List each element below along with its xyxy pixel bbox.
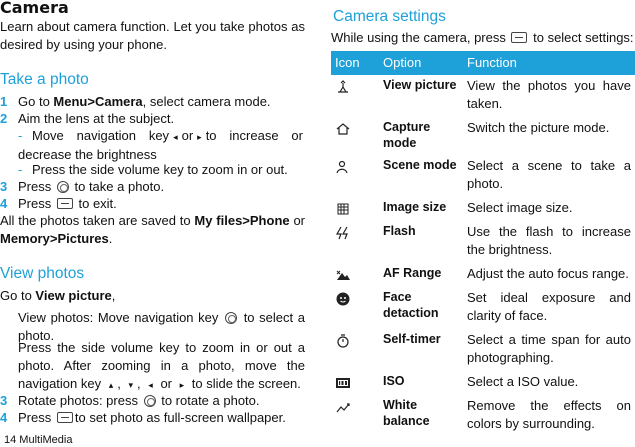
flash-icon xyxy=(335,225,351,241)
table-row xyxy=(331,395,635,437)
right-column xyxy=(331,0,635,447)
icon-cell xyxy=(331,197,379,221)
nav-down-icon: ▾ xyxy=(128,380,134,390)
softkey-icon xyxy=(511,32,527,43)
table-row xyxy=(331,371,635,395)
nav-right-icon: ▸ xyxy=(179,380,185,390)
icon-cell xyxy=(331,263,379,287)
nav-up-icon: ▴ xyxy=(108,380,114,390)
function-description: Select a scene to take a photo. xyxy=(467,158,631,191)
function-description: Select a ISO value. xyxy=(467,374,579,389)
option-label: ISO xyxy=(383,374,405,388)
view-picture-icon xyxy=(335,79,351,95)
af-range-icon xyxy=(335,267,351,283)
camera-settings-heading: Camera settings xyxy=(333,8,446,25)
table-header-row xyxy=(331,51,635,75)
view-photos-heading: View photos xyxy=(0,265,85,282)
step-4: 4 Press to exit. xyxy=(0,196,117,211)
scene-mode-icon xyxy=(335,159,351,175)
icon-cell xyxy=(331,155,379,197)
iso-icon xyxy=(335,375,351,391)
function-description: Switch the picture mode. xyxy=(467,120,610,135)
option-label: Scene mode xyxy=(383,158,457,172)
option-label: View picture xyxy=(383,78,457,92)
function-description: Use the flash to increase the brightness. xyxy=(467,224,631,257)
softkey-icon xyxy=(57,412,73,423)
option-label: Self-timer xyxy=(383,332,441,346)
sub-step-zoom: - Press the side volume key to zoom in or out. xyxy=(18,162,288,177)
table-row xyxy=(331,155,635,197)
icon-cell xyxy=(331,395,379,437)
icon-cell xyxy=(331,371,379,395)
function-description: Select a time span for auto photographing. xyxy=(467,332,631,365)
table-row xyxy=(331,197,635,221)
icon-cell xyxy=(331,287,379,329)
icon-cell xyxy=(331,329,379,371)
header-icon: Icon xyxy=(331,51,379,75)
view-step-1: View photos: Move navigation key to select a photo. xyxy=(18,310,305,343)
sub-step-brightness: - Move navigation key ◂ or ▸ to increase or decrease the brightness xyxy=(18,128,303,162)
view-goto: Go to View picture, xyxy=(0,288,116,303)
option-label: Image size xyxy=(383,200,447,214)
option-label: Capture mode xyxy=(383,120,431,150)
icon-cell xyxy=(331,75,379,117)
table-row xyxy=(331,221,635,263)
function-description: View the photos you have taken. xyxy=(467,78,631,111)
softkey-icon xyxy=(57,198,73,209)
nav-right-icon: ▸ xyxy=(197,132,202,142)
option-label: Face detaction xyxy=(383,290,439,320)
table-row xyxy=(331,117,635,155)
image-size-icon xyxy=(335,201,351,217)
header-function: Function xyxy=(463,51,635,75)
step-2: 2 Aim the lens at the subject. xyxy=(0,111,175,126)
table-row xyxy=(331,329,635,371)
face-detection-icon xyxy=(335,291,351,307)
nav-left-icon: ◂ xyxy=(148,380,153,390)
option-label: White balance xyxy=(383,398,430,428)
self-timer-icon xyxy=(335,333,351,349)
take-photo-heading: Take a photo xyxy=(0,71,89,88)
view-step-4: 4 Press to set photo as full-screen wallpaper. xyxy=(0,410,286,425)
white-balance-icon xyxy=(335,399,351,415)
left-column xyxy=(0,0,305,447)
icon-cell xyxy=(331,221,379,263)
page-title: Camera xyxy=(0,0,69,17)
table-row xyxy=(331,75,635,117)
ok-key-icon xyxy=(225,312,237,324)
function-description: Set ideal exposure and clarity of face. xyxy=(467,290,631,323)
step-1: 1 Go to Menu>Camera, select camera mode. xyxy=(0,94,271,109)
view-step-2: Press the side volume key to zoom in or out a photo. After zooming in a photo, move the navigation key ▴ , ▾ , ◂ or ▸ to slide the screen. xyxy=(18,340,305,391)
intro-paragraph: Learn about camera function. Let you take photos as desired by using your phone. xyxy=(0,19,305,52)
page-footer: 14 MultiMedia xyxy=(4,434,73,446)
nav-left-icon: ◂ xyxy=(173,132,178,142)
function-description: Select image size. xyxy=(467,200,573,215)
header-option: Option xyxy=(379,51,463,75)
function-description: Adjust the auto focus range. xyxy=(467,266,629,281)
function-description: Remove the effects on colors by surrounding. xyxy=(467,398,631,431)
capture-mode-icon xyxy=(335,121,351,137)
ok-key-icon xyxy=(57,181,69,193)
ok-key-icon xyxy=(144,395,156,407)
saved-location: All the photos taken are saved to My files>Phone or Memory>Pictures. xyxy=(0,213,306,246)
view-step-3: 3 Rotate photos: press to rotate a photo. xyxy=(0,393,260,408)
option-label: Flash xyxy=(383,224,416,238)
table-row xyxy=(331,263,635,287)
settings-intro: While using the camera, press to select settings: xyxy=(331,30,634,45)
option-label: AF Range xyxy=(383,266,442,280)
settings-table xyxy=(331,51,635,437)
icon-cell xyxy=(331,117,379,155)
step-3: 3 Press to take a photo. xyxy=(0,179,165,194)
table-row xyxy=(331,287,635,329)
